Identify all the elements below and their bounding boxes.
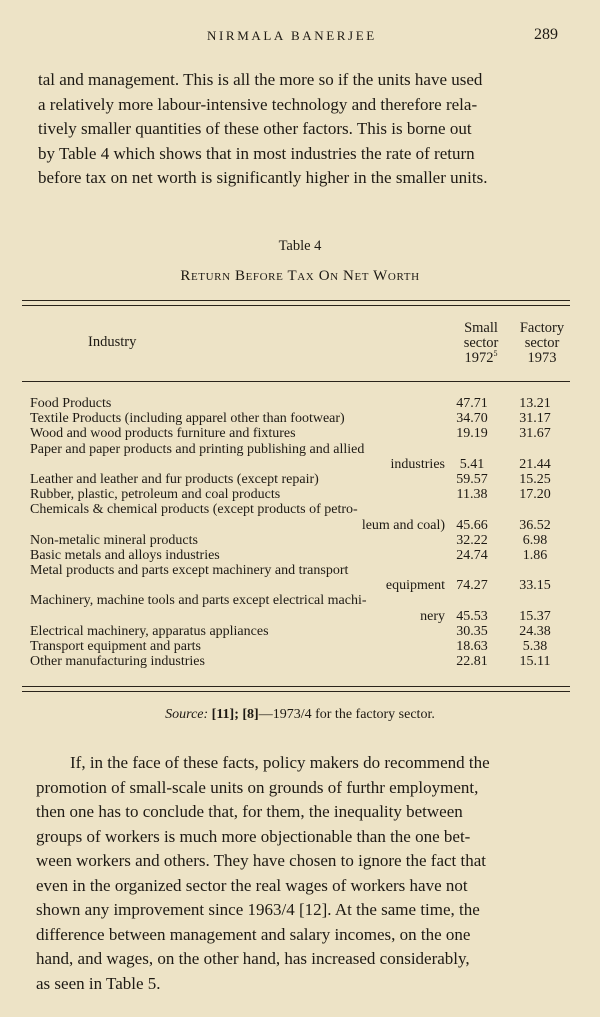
small-sector-value: 11.38 bbox=[456, 487, 488, 503]
industry-name: Non-metalic mineral products bbox=[30, 532, 198, 548]
paragraph-line: shown any improvement since 1963/4 [12]. At the same time, the bbox=[36, 900, 480, 919]
page-number: 289 bbox=[534, 26, 558, 43]
table-row-continuation bbox=[30, 518, 570, 533]
table-row bbox=[30, 426, 570, 441]
table-row bbox=[30, 563, 570, 578]
header-factory-line: sector bbox=[524, 335, 560, 351]
industry-name: Textile Products (including apparel other than footwear) bbox=[30, 411, 345, 427]
table-row bbox=[30, 533, 570, 548]
industry-name-continued: industries bbox=[390, 456, 445, 472]
industry-name: Paper and paper products and printing publishing and allied bbox=[30, 441, 365, 457]
table-row bbox=[30, 411, 570, 426]
header-factory-sector bbox=[510, 321, 574, 366]
industry-name: Machinery, machine tools and parts except electrical machi- bbox=[30, 593, 367, 609]
small-sector-value: 30.35 bbox=[456, 623, 488, 639]
small-sector-value: 45.53 bbox=[456, 608, 488, 624]
paragraph-line: tal and management. This is all the more so if the units have used bbox=[38, 70, 483, 89]
small-sector-value: 22.81 bbox=[456, 654, 488, 670]
table-body bbox=[30, 396, 570, 669]
paragraph-line: then one has to conclude that, for them, the inequality between bbox=[36, 802, 463, 821]
table-row bbox=[30, 593, 570, 608]
table-row bbox=[30, 442, 570, 457]
factory-sector-value: 24.38 bbox=[519, 623, 551, 639]
table-row bbox=[30, 487, 570, 502]
factory-sector-value: 31.17 bbox=[519, 411, 551, 427]
table-row-continuation bbox=[30, 457, 570, 472]
industry-name: Leather and leather and fur products (except repair) bbox=[30, 471, 319, 487]
industry-name: Metal products and parts except machinery and transport bbox=[30, 563, 349, 579]
industry-name-continued: equipment bbox=[385, 578, 445, 594]
table-row bbox=[30, 624, 570, 639]
paragraph-line: promotion of small-scale units on grounds of furthr employment, bbox=[36, 777, 479, 797]
source-label: Source: bbox=[165, 707, 209, 722]
small-sector-value: 47.71 bbox=[456, 396, 488, 411]
table-row bbox=[30, 502, 570, 517]
small-sector-value: 32.22 bbox=[456, 532, 488, 548]
paragraph-line: a relatively more labour-intensive technology and therefore rela- bbox=[38, 94, 478, 114]
header-small-line: sector bbox=[463, 335, 499, 351]
header-industry: Industry bbox=[88, 334, 137, 350]
paragraph-line: ween workers and others. They have chosen to ignore the fact that bbox=[36, 851, 487, 870]
table-top-rule-inner bbox=[22, 305, 570, 306]
table-row bbox=[30, 396, 570, 411]
table-row-continuation bbox=[30, 578, 570, 593]
paragraph-line: groups of workers is much more objectionable than the one bet- bbox=[36, 826, 471, 846]
small-sector-value: 45.66 bbox=[456, 517, 488, 533]
running-head-author: NIRMALA BANERJEE bbox=[207, 28, 377, 43]
small-sector-value: 5.41 bbox=[459, 456, 485, 472]
industry-name-continued: leum and coal) bbox=[361, 517, 445, 533]
table-source-note bbox=[0, 707, 600, 723]
industry-name-continued: nery bbox=[420, 608, 445, 624]
small-sector-value: 74.27 bbox=[456, 578, 488, 594]
closing-paragraph bbox=[36, 751, 568, 996]
small-sector-value: 19.19 bbox=[456, 426, 488, 442]
industry-name: Wood and wood products furniture and fixtures bbox=[30, 426, 296, 442]
table-row bbox=[30, 548, 570, 563]
factory-sector-value: 6.98 bbox=[522, 532, 548, 548]
factory-sector-value: 15.25 bbox=[519, 471, 551, 487]
industry-name: Rubber, plastic, petroleum and coal products bbox=[30, 487, 281, 503]
factory-sector-value: 33.15 bbox=[519, 578, 551, 594]
table-header-rule bbox=[22, 381, 570, 382]
factory-sector-value: 31.67 bbox=[519, 426, 551, 442]
table-row bbox=[30, 472, 570, 487]
factory-sector-value: 36.52 bbox=[519, 517, 551, 533]
paragraph-line: tively smaller quantities of these other factors. This is borne out bbox=[38, 119, 472, 138]
table-label: Table 4 bbox=[278, 238, 322, 254]
industry-name: Transport equipment and parts bbox=[30, 639, 201, 654]
paragraph-line: as seen in Table 5. bbox=[36, 973, 161, 993]
factory-sector-value: 5.38 bbox=[522, 639, 548, 654]
paragraph-line: difference between management and salary incomes, on the one bbox=[36, 924, 471, 944]
table-top-rule bbox=[22, 300, 570, 301]
factory-sector-value: 13.21 bbox=[519, 396, 551, 411]
factory-sector-value: 15.37 bbox=[519, 608, 551, 624]
intro-paragraph bbox=[38, 68, 570, 191]
header-small-year-text: 1972 bbox=[464, 350, 494, 366]
paragraph-line: before tax on net worth is significantly higher in the smaller units. bbox=[38, 168, 488, 187]
paragraph-line: by Table 4 which shows that in most industries the rate of return bbox=[38, 143, 475, 163]
table-bottom-rule bbox=[22, 691, 570, 692]
paragraph-line: If, in the face of these facts, policy makers do recommend the bbox=[70, 753, 490, 772]
industry-name: Chemicals & chemical products (except products of petro- bbox=[30, 502, 358, 518]
table-row-continuation bbox=[30, 609, 570, 624]
industry-name: Food Products bbox=[30, 396, 112, 411]
factory-sector-value: 15.11 bbox=[519, 654, 551, 670]
header-factory-line: Factory bbox=[519, 320, 565, 336]
table-row bbox=[30, 654, 570, 669]
factory-sector-value: 21.44 bbox=[519, 456, 551, 472]
paragraph-line: hand, and wages, on the other hand, has increased considerably, bbox=[36, 949, 470, 968]
header-small-sector bbox=[450, 321, 512, 366]
table-bottom-rule-inner bbox=[22, 686, 570, 687]
small-sector-value: 18.63 bbox=[456, 639, 488, 654]
factory-sector-value: 17.20 bbox=[519, 487, 551, 503]
industry-name: Basic metals and alloys industries bbox=[30, 547, 220, 563]
small-sector-value: 34.70 bbox=[456, 411, 488, 427]
paragraph-line: even in the organized sector the real wages of workers have not bbox=[36, 875, 468, 895]
source-text: —1973/4 for the factory sector. bbox=[258, 707, 435, 722]
header-factory-line: 1973 bbox=[527, 350, 557, 366]
industry-name: Other manufacturing industries bbox=[30, 654, 205, 670]
header-small-line: Small bbox=[464, 320, 498, 336]
header-small-year bbox=[450, 351, 512, 366]
footnote-marker: 5 bbox=[493, 349, 498, 359]
small-sector-value: 24.74 bbox=[456, 547, 488, 563]
small-sector-value: 59.57 bbox=[456, 471, 488, 487]
table-title: Return Before Tax On Net Worth bbox=[180, 268, 420, 284]
running-head bbox=[0, 26, 600, 46]
industry-name: Electrical machinery, apparatus appliances bbox=[30, 623, 269, 639]
factory-sector-value: 1.86 bbox=[522, 547, 548, 563]
source-refs: [11]; [8] bbox=[211, 707, 259, 722]
table-row bbox=[30, 639, 570, 654]
